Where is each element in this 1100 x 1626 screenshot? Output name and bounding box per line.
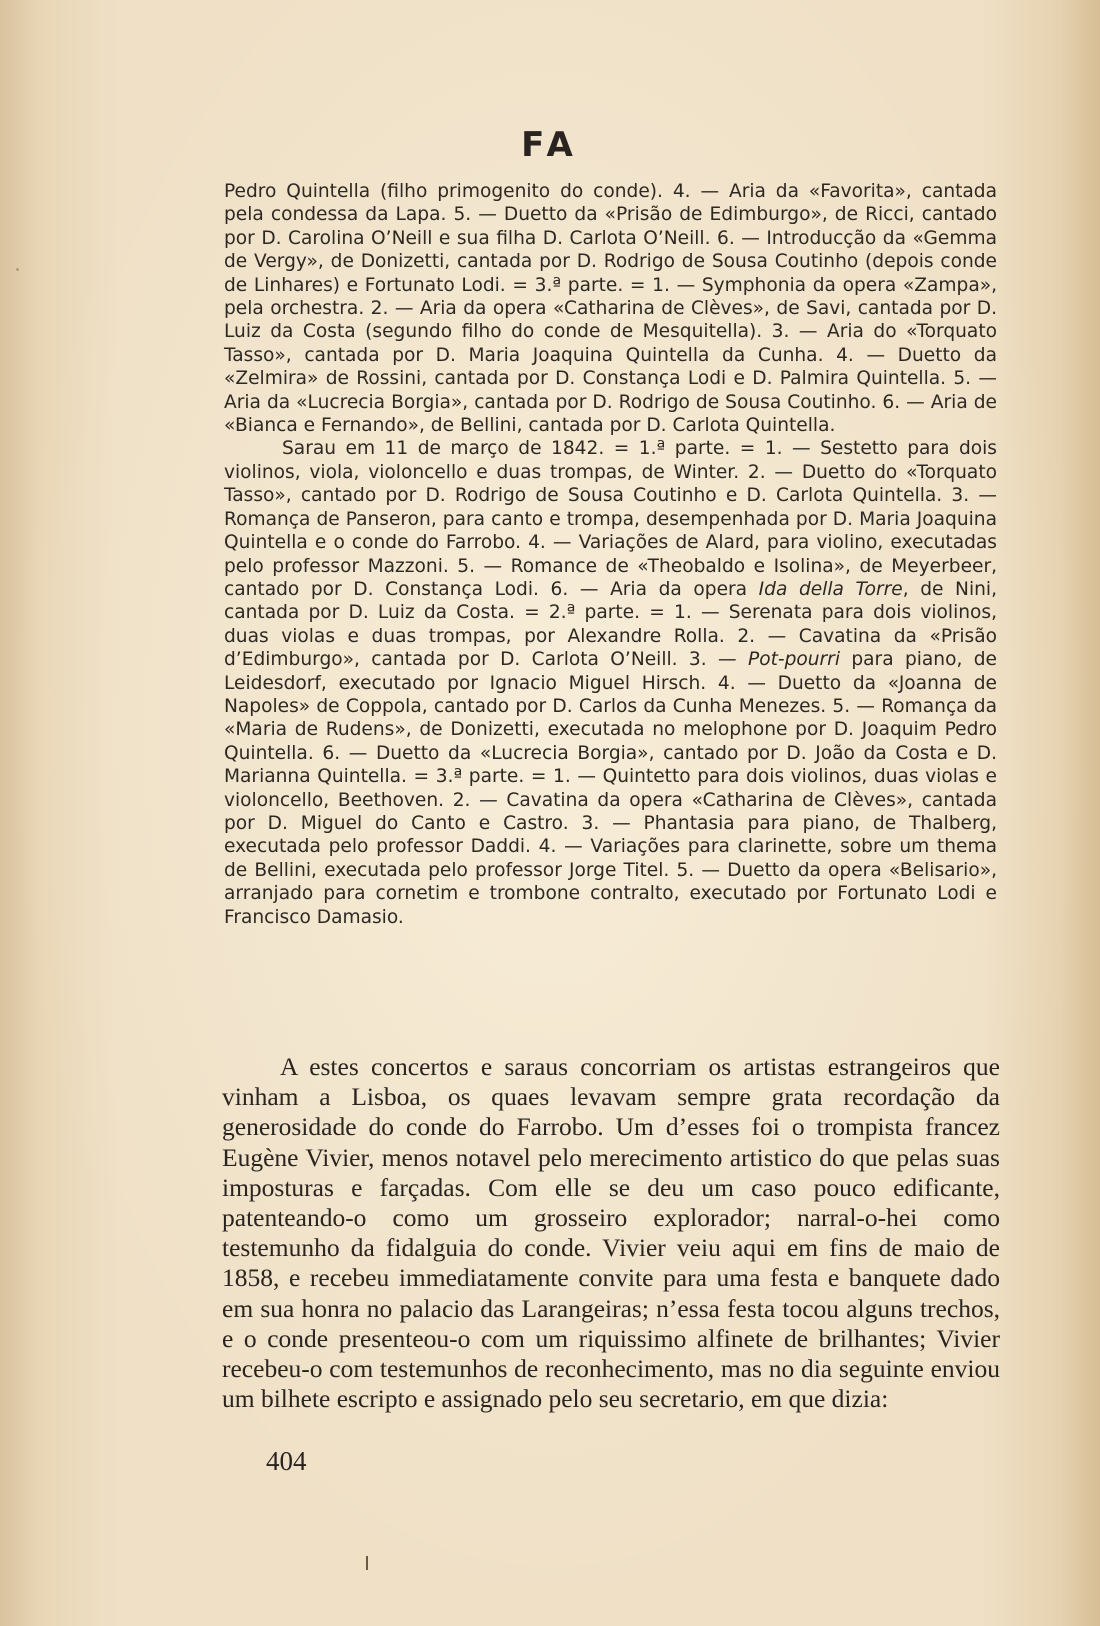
main-body-text: [222, 1052, 1000, 1414]
program-paragraph-2: [224, 437, 997, 929]
italic-work-title: Pot-pourri: [747, 649, 840, 671]
page-number: 404: [266, 1446, 307, 1476]
concert-program-text: [224, 180, 997, 929]
printing-mark: [366, 1556, 368, 1570]
program-text-segment: Sarau em 11 de março de 1842. = 1.ª parte. = 1. — Sestetto para dois violinos, viola, violoncello e duas trompas, de Winter. 2. — Duetto do «Torquato Tasso», cantado por D. Rodrigo de Sousa Coutinho e D. Carlota Quintella. 3. — Romança de Panseron, para canto e trompa, desempenhada por D. Maria Joaquina Quintella e o conde do Farrobo. 4. — Variações de Alard, para violino, executadas pelo professor Mazzoni. 5. — Romance de «Theobaldo e Isolina», de Meyerbeer, cantado por D. Constança Lodi. 6. — Aria da opera: [224, 438, 997, 600]
running-header: FA: [521, 125, 579, 165]
program-text-segment: para piano, de Leidesdorf, executado por Ignacio Miguel Hirsch. 4. — Duetto da «Joanna de Napoles» de Coppola, cantado por D. Carlos da Cunha Menezes. 5. — Romança da «Maria de Rudens», de Donizetti, executada no melophone por D. Joaquim Pedro Quintella. 6. — Duetto da «Lucrecia Borgia», cantado por D. João da Costa e D. Marianna Quintella. = 3.ª parte. = 1. — Quintetto para dois violinos, duas violas e violoncello, Beethoven. 2. — Cavatina da opera «Catharina de Clèves», cantada por D. Miguel do Canto e Castro. 3. — Phantasia para piano, de Thalberg, executada pelo professor Daddi. 4. — Variações para clarinette, sobre um thema de Bellini, executada pelo professor Jorge Titel. 5. — Duetto da opera «Belisario», arranjado para cornetim e trombone contralto, executado por Fortunato Lodi e Francisco Damasio.: [224, 649, 997, 928]
program-paragraph-1: Pedro Quintella (filho primogenito do conde). 4. — Aria da «Favorita», cantada pela condessa da Lapa. 5. — Duetto da «Prisão de Edimburgo», de Ricci, cantado por D. Carolina O’Neill e sua filha D. Carlota O’Neill. 6. — Introducção da «Gemma de Vergy», de Donizetti, cantada por D. Rodrigo de Sousa Coutinho (depois conde de Linhares) e Fortunato Lodi. = 3.ª parte. = 1. — Symphonia da opera «Zampa», pela orchestra. 2. — Aria da opera «Catharina de Clèves», de Savi, cantada por D. Luiz da Costa (segundo filho do conde de Mesquitella). 3. — Aria do «Torquato Tasso», cantada por D. Maria Joaquina Quintella da Cunha. 4. — Duetto da «Zelmira» de Rossini, cantada por D. Constança Lodi e D. Palmira Quintella. 5. — Aria da «Lucrecia Borgia», cantada por D. Rodrigo de Sousa Coutinho. 6. — Aria de «Bianca e Fernando», de Bellini, cantada por D. Carlota Quintella.: [224, 181, 997, 437]
paper-blemish: [16, 268, 19, 271]
body-paragraph: A estes concertos e saraus concorriam os artistas estrangeiros que vinham a Lisboa, os quaes levavam sempre grata recordação da generosidade do conde do Farrobo. Um d’esses foi o trompista francez Eugène Vivier, menos notavel pelo merecimento artistico do que pelas suas imposturas e farçadas. Com elle se deu um caso pouco edificante, patenteando-o como um grosseiro explorador; narral-o-hei como testemunho da fidalguia do conde. Vivier veiu aqui em fins de maio de 1858, e recebeu immediatamente convite para uma festa e banquete dado em sua honra no palacio das Larangeiras; n’essa festa tocou alguns trechos, e o conde presenteou-o com um riquissimo alfinete de brilhantes; Vivier recebeu-o com testemunhos de reconhecimento, mas no dia seguinte enviou um bilhete escripto e assignado pelo seu secretario, em que dizia:: [222, 1052, 1000, 1414]
program-text-segment: , de Nini, cantada por D. Luiz da Costa. = 2.ª parte. = 1. — Serenata para dois violinos, duas violas e duas trompas, por Alexandre Rolla. 2. — Cavatina da «Prisão d’Edimburgo», cantada por D. Carlota O’Neill. 3. —: [224, 578, 997, 671]
italic-opera-title: Ida della Torre: [758, 578, 903, 600]
